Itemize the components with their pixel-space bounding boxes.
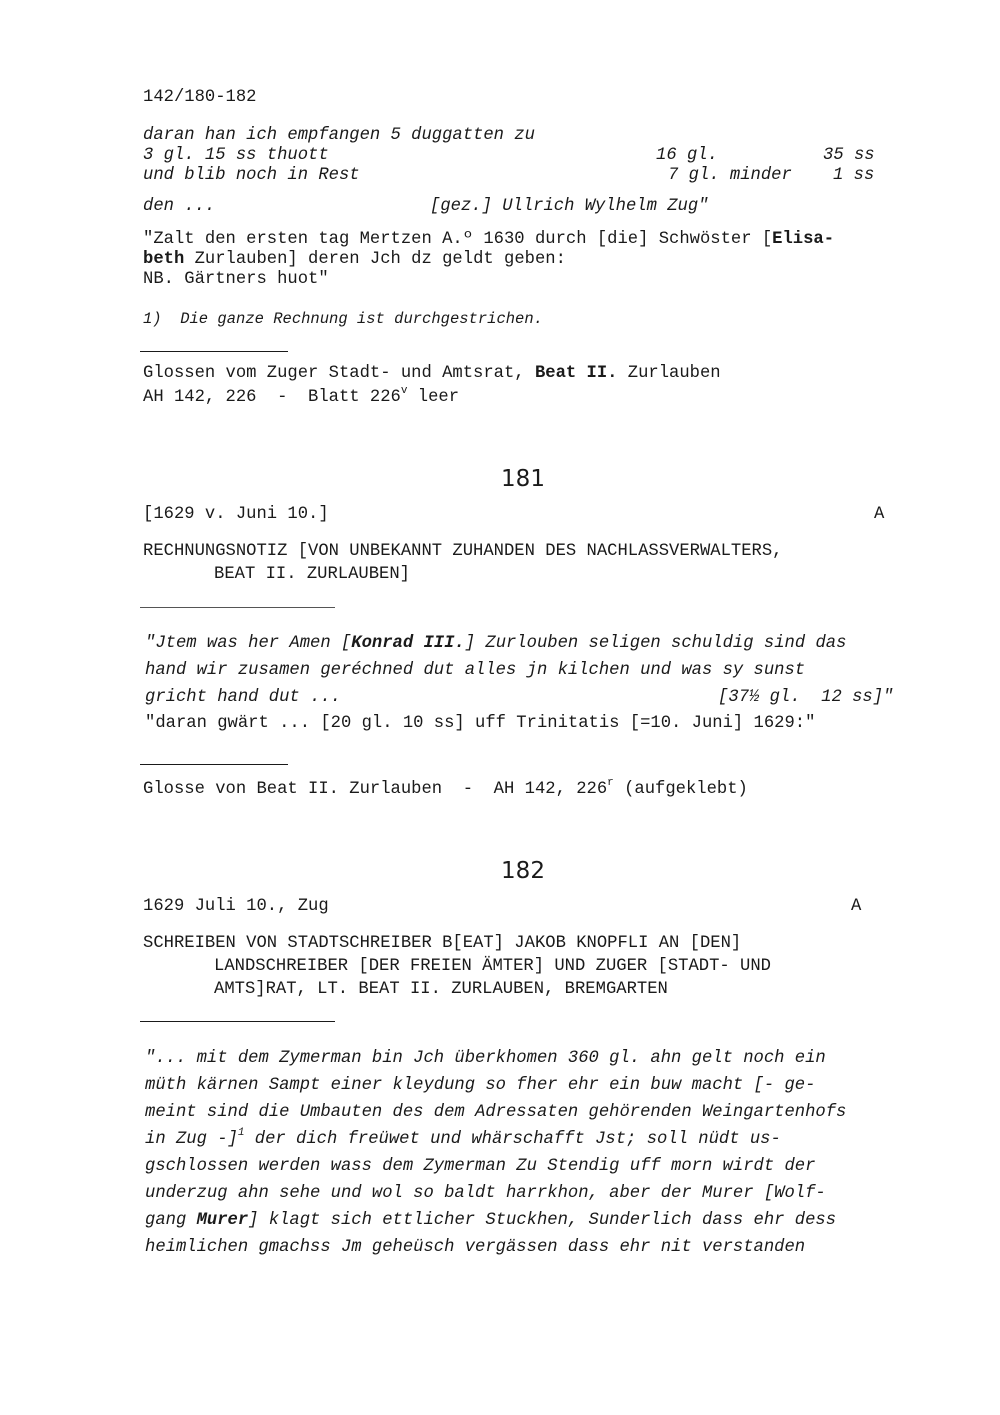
name-konrad: Konrad III. — [351, 634, 465, 653]
transcript-line: hand wir zusamen geréchned dut alles jn kilchen und was sy sunst — [145, 661, 806, 680]
amount-ss: 1 ss — [833, 166, 875, 185]
gloss-line: Glosse von Beat II. Zurlauben - AH 142, 226$^r$ (aufgeklebt) — [143, 777, 748, 799]
transcript-line: müth kärnen Sampt einer kleydung so fher ehr ein buw macht [- ge- — [145, 1076, 816, 1095]
amount-gl: 7 gl. minder — [668, 166, 792, 185]
name-elisabeth-cont: beth — [143, 250, 185, 269]
separator-rule — [140, 607, 335, 608]
superscript: v — [400, 385, 408, 397]
quote-line: NB. Gärtners huot" — [143, 270, 329, 289]
gloss-line: AH 142, 226 - Blatt 226$^v$ leer — [143, 385, 460, 407]
signature-line — [430, 197, 709, 217]
name-murer: Murer — [196, 1211, 249, 1230]
quote-text: "Zalt den ersten tag Mertzen A.º 1630 durch [die] Schwöster [ — [143, 230, 773, 249]
separator-rule — [140, 351, 288, 352]
page-reference: 142/180-182 — [143, 88, 257, 107]
quote-line — [143, 230, 834, 250]
superscript: r — [607, 777, 614, 789]
amount-ss: 35 ss — [823, 146, 875, 165]
document-number: 181 — [501, 466, 545, 492]
document-title: AMTS]RAT, LT. BEAT II. ZURLAUBEN, BREMGARTEN — [214, 980, 668, 999]
transcript-line: underzug ahn sehe und wol so baldt harrkhon, aber der Murer [Wolf- — [145, 1184, 826, 1203]
text-line: und blib noch in Rest — [143, 166, 360, 185]
document-mark: A — [851, 897, 862, 916]
quote-line — [143, 250, 566, 270]
transcript-line: "... mit dem Zymerman bin Jch überkhomen 360 gl. ahn gelt noch ein — [145, 1049, 826, 1068]
gloss-line: Glossen vom Zuger Stadt- und Amtsrat, Beat II. Zurlauben — [143, 364, 721, 383]
text-line: 3 gl. 15 ss thuott — [143, 146, 329, 165]
document-number: 182 — [501, 858, 545, 884]
document-date: 1629 Juli 10., Zug — [143, 897, 329, 916]
transcript-line: gschlossen werden wass dem Zymerman Zu Stendig uff morn wirdt der — [145, 1157, 816, 1176]
footnote: 1) Die ganze Rechnung ist durchgestrichen. — [143, 310, 543, 328]
amount-gl: 16 gl. — [656, 146, 718, 165]
transcript-amount: [37½ gl. 12 ss]" — [718, 688, 894, 707]
separator-rule — [140, 1021, 335, 1022]
text-line: daran han ich empfangen 5 duggatten zu — [143, 126, 535, 145]
footnote-ref: 1 — [237, 1127, 245, 1139]
document-mark: A — [874, 505, 885, 524]
transcript-line: in Zug -]$^1$ der dich freüwet und whärschafft Jst; soll nüdt us- — [145, 1127, 781, 1149]
document-title: BEAT II. ZURLAUBEN] — [214, 565, 410, 584]
transcript-line: gang Murer] klagt sich ettlicher Stuckhen, Sunderlich dass ehr dess — [145, 1211, 837, 1230]
document-date: [1629 v. Juni 10.] — [143, 505, 329, 524]
transcript-line: heimlichen gmachss Jm geheüsch vergässen dass ehr nit verstanden — [145, 1238, 806, 1257]
name-elisabeth: Elisa- — [772, 230, 835, 249]
signature-gez: [gez.] — [430, 197, 492, 216]
name-beat: Beat II. — [534, 364, 618, 383]
separator-rule — [140, 764, 288, 765]
document-title: SCHREIBEN VON STADTSCHREIBER B[EAT] JAKOB KNOPFLI AN [DEN] — [143, 934, 742, 953]
transcript-line: meint sind die Umbauten des dem Adressaten gehörenden Weingartenhofs — [145, 1103, 847, 1122]
transcript-line: "Jtem was her Amen [Konrad III.] Zurlouben seligen schuldig sind das — [145, 634, 847, 653]
quote-text: Zurlauben] deren Jch dz geldt geben: — [184, 250, 566, 269]
signature-name: Ullrich Wylhelm Zug" — [491, 197, 709, 216]
transcript-line: gricht hand dut ... — [145, 688, 341, 707]
document-title: RECHNUNGSNOTIZ [VON UNBEKANNT ZUHANDEN DES NACHLASSVERWALTERS, — [143, 542, 783, 561]
text-line: den ... — [143, 197, 216, 216]
document-title: LANDSCHREIBER [DER FREIEN ÄMTER] UND ZUGER [STADT- UND — [214, 957, 771, 976]
transcript-line: "daran gwärt ... [20 gl. 10 ss] uff Trinitatis [=10. Juni] 1629:" — [145, 714, 816, 733]
